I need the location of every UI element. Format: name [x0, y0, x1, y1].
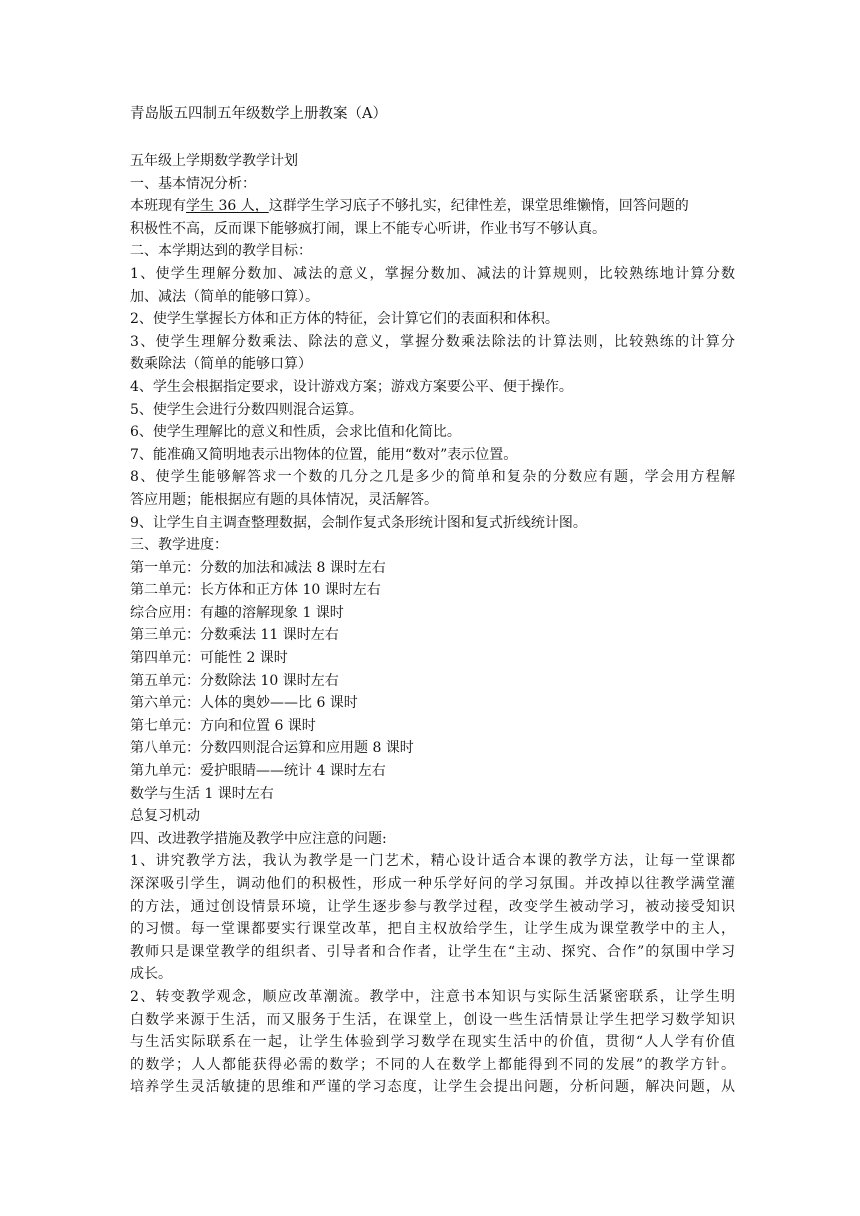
schedule-item: 第三单元：分数乘法 11 课时左右 — [130, 627, 339, 644]
goal-line: 7、能准确又简明地表示出物体的位置，能用“数对”表示位置。 — [130, 446, 518, 463]
goal-line: 5、使学生会进行分数四则混合运算。 — [130, 401, 363, 418]
measures-line: 的习惯。每一堂课都要实行课堂改革，把自主权放给学生，让学生成为课堂教学中的主人， — [130, 921, 735, 938]
goal-line: 答应用题；能根据应有题的具体情况，灵活解答。 — [130, 491, 438, 508]
measures-line: 白数学来源于生活，而又服务于生活，在课堂上，创设一些生活情景让学生把学习数学知识 — [130, 1011, 735, 1028]
goal-line: 8、使学生能够解答求一个数的几分之几是多少的简单和复杂的分数应有题，学会用方程解 — [130, 469, 735, 486]
measures-line: 2、转变教学观念，顺应改革潮流。教学中，注意书本知识与实际生活紧密联系，让学生明 — [130, 988, 735, 1005]
schedule-item: 综合应用：有趣的溶解现象 1 课时 — [130, 604, 344, 621]
plan-heading: 五年级上学期数学教学计划 — [130, 153, 298, 169]
schedule-item: 第四单元：可能性 2 课时 — [130, 650, 288, 667]
document-title: 青岛版五四制五年级数学上册教案（A） — [130, 106, 387, 122]
document-page — [130, 103, 735, 1099]
measures-line: 深深吸引学生，调动他们的积极性，形成一种乐学好问的学习氛围。并改掉以往教学满堂灌 — [130, 876, 735, 892]
situation-line — [130, 195, 735, 218]
blank-line — [130, 126, 735, 150]
goal-line: 2、使学生掌握长方体和正方体的特征，会计算它们的表面积和体积。 — [130, 311, 559, 328]
measures-line: 的方法，通过创设情景环境，让学生逐步参与教学过程，改变学生被动学习，被动接受知识 — [130, 898, 735, 915]
schedule-item: 第二单元：长方体和正方体 10 课时左右 — [130, 582, 381, 599]
situation-line: 积极性不高，反而课下能够疯打闹，课上不能专心听讲，作业书写不够认真。 — [130, 220, 606, 237]
section-heading-situation: 一、基本情况分析： — [130, 175, 256, 192]
goal-line: 4、学生会根据指定要求，设计游戏方案；游戏方案要公平、便于操作。 — [130, 378, 573, 395]
measures-line: 与生活实际联系在一起，让学生体验到学习数学在现实生活中的价值，贯彻“人人学有价值 — [130, 1034, 735, 1051]
schedule-item: 数学与生活 1 课时左右 — [130, 785, 274, 802]
situation-prefix: 本班现有 — [130, 198, 186, 215]
schedule-item: 第五单元：分数除法 10 课时左右 — [130, 672, 339, 689]
student-count: 学生 36 人， — [186, 198, 269, 215]
section-heading-measures: 四、改进教学措施及教学中应注意的问题: — [130, 830, 387, 847]
measures-line: 培养学生灵活敏捷的思维和严谨的学习态度，让学生会提出问题，分析问题，解决问题，从 — [130, 1079, 735, 1096]
schedule-item: 第一单元：分数的加法和减法 8 课时左右 — [130, 559, 386, 576]
measures-line: 教师只是课堂教学的组织者、引导者和合作者，让学生在“主动、探究、合作”的氛围中学习 — [130, 943, 735, 960]
schedule-item: 第九单元：爱护眼睛——统计 4 课时左右 — [130, 763, 386, 780]
section-heading-schedule: 三、教学进度： — [130, 537, 228, 554]
measures-line: 的数学；人人都能获得必需的数学；不同的人在数学上都能得到不同的发展”的教学方针。 — [130, 1056, 735, 1073]
goal-line: 9、让学生自主调查整理数据，会制作复式条形统计图和复式折线统计图。 — [130, 514, 587, 531]
goal-line: 1、使学生理解分数加、减法的意义，掌握分数加、减法的计算规则，比较熟练地计算分数 — [130, 265, 735, 282]
goal-line: 3、使学生理解分数乘法、除法的意义，掌握分数乘法除法的计算法则，比较熟练的计算分 — [130, 333, 735, 350]
schedule-item: 第七单元：方向和位置 6 课时 — [130, 717, 316, 734]
measures-line: 成长。 — [130, 966, 172, 983]
schedule-item: 第八单元：分数四则混合运算和应用题 8 课时 — [130, 740, 414, 757]
situation-rest: 这群学生学习底子不够扎实，纪律性差，课堂思维懒惰，回答问题的 — [268, 198, 689, 215]
goal-line: 加、减法（简单的能够口算）。 — [130, 288, 319, 305]
goal-line: 数乘除法（简单的能够口算） — [130, 356, 312, 373]
measures-line: 1、讲究教学方法，我认为教学是一门艺术，精心设计适合本课的教学方法，让每一堂课都 — [130, 853, 735, 870]
schedule-item: 第六单元：人体的奥妙——比 6 课时 — [130, 695, 358, 712]
goal-line: 6、使学生理解比的意义和性质，会求比值和化简比。 — [130, 424, 461, 441]
section-heading-goals: 二、本学期达到的教学目标： — [130, 243, 312, 260]
schedule-item: 总复习机动 — [130, 808, 200, 825]
